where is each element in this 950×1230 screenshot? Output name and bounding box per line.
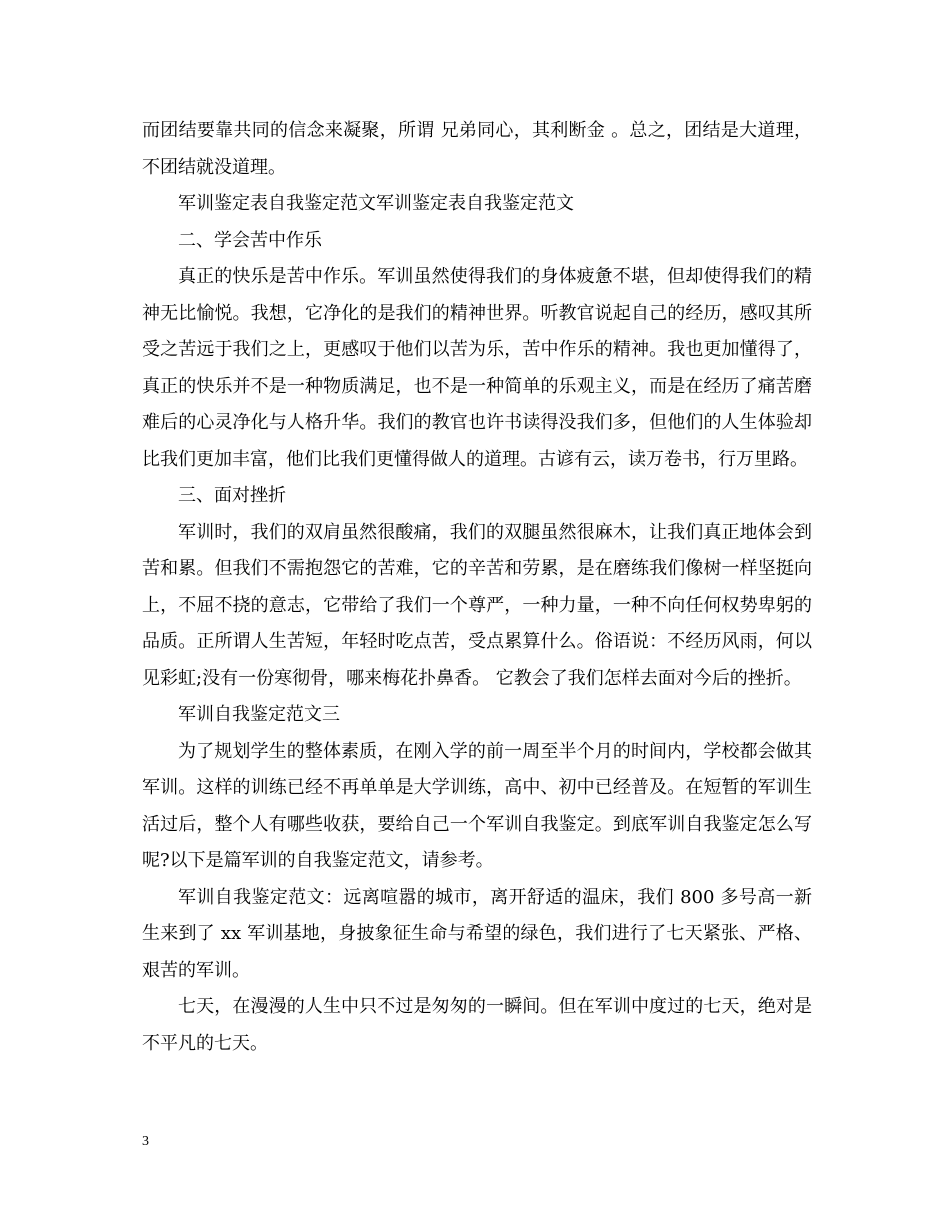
paragraph-happiness: 真正的快乐是苦中作乐。军训虽然使得我们的身体疲惫不堪，但却使得我们的精神无比愉悦。我想，它净化的是我们的精神世界。听教官说起自己的经历，感叹其所受之苦远于我们之上，更感叹于他们以苦为乐，苦中作乐的精神。我也更加懂得了，真正的快乐并不是一种物质满足，也不是一种简单的乐观主义，而是在经历了痛苦磨难后的心灵净化与人格升华。我们的教官也许书读得没我们多，但他们的人生体验却比我们更加丰富，他们比我们更懂得做人的道理。古谚有云，读万卷书，行万里路。 bbox=[142, 266, 812, 470]
paragraph-heading-title: 军训鉴定表自我鉴定范文军训鉴定表自我鉴定范文 bbox=[178, 193, 574, 214]
page-number: 3 bbox=[142, 1134, 149, 1149]
section-heading-sample-3: 军训自我鉴定范文三 bbox=[178, 704, 340, 725]
paragraph-continuation: 而团结要靠共同的信念来凝聚，所谓 兄弟同心，其利断金 。总之，团结是大道理，不团结就没道理。 bbox=[142, 120, 812, 178]
paragraph-intro: 为了规划学生的整体素质，在刚入学的前一周至半个月的时间内，学校都会做其军训。这样的训练已经不再单单是大学训练，高中、初中已经普及。在短暂的军训生活过后，整个人有哪些收获，要给自己一个军训自我鉴定。到底军训自我鉴定怎么写呢?以下是篇军训的自我鉴定范文，请参考。 bbox=[142, 740, 812, 871]
document-body bbox=[142, 113, 812, 1062]
paragraph-setbacks: 军训时，我们的双肩虽然很酸痛，我们的双腿虽然很麻木，让我们真正地体会到苦和累。但我们不需抱怨它的苦难，它的辛苦和劳累，是在磨练我们像树一样坚挺向上，不屈不挠的意志，它带给了我们一个尊严，一种力量，一种不向任何权势卑躬的品质。正所谓人生苦短，年轻时吃点苦，受点累算什么。俗语说：不经历风雨，何以见彩虹;没有一份寒彻骨，哪来梅花扑鼻香。 它教会了我们怎样去面对今后的挫折。 bbox=[142, 521, 812, 689]
paragraph-seven-days: 七天，在漫漫的人生中只不过是匆匆的一瞬间。但在军训中度过的七天，绝对是不平凡的七天。 bbox=[142, 996, 812, 1054]
paragraph-sample-start: 军训自我鉴定范文：远离喧嚣的城市，离开舒适的温床，我们 800 多号高一新生来到了 xx 军训基地，身披象征生命与希望的绿色，我们进行了七天紧张、严格、艰苦的军训。 bbox=[142, 886, 812, 981]
section-heading-2: 二、学会苦中作乐 bbox=[178, 229, 322, 251]
section-heading-3: 三、面对挫折 bbox=[178, 485, 286, 506]
